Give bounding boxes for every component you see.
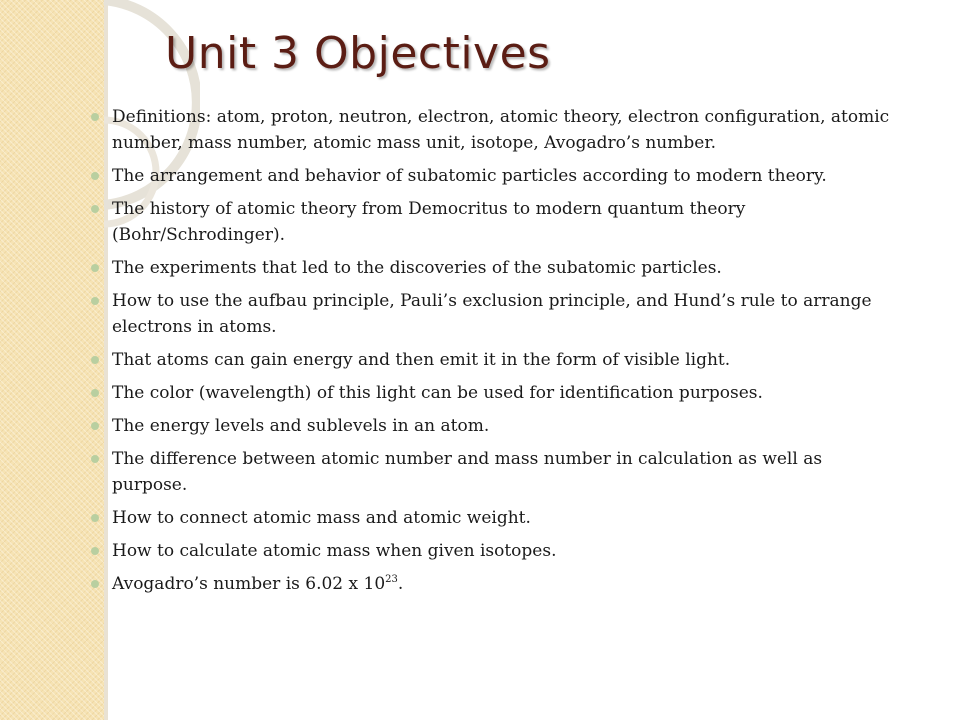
objective-item: [112, 380, 902, 406]
objective-text: How to calculate atomic mass when given isotopes.: [112, 541, 557, 561]
objective-item: [112, 446, 902, 498]
objective-item: [112, 196, 902, 248]
objective-text: Definitions: atom, proton, neutron, electron, atomic theory, electron configuration, atomic number, mass number, atomic mass unit, isotope, Avogadro’s number.: [112, 107, 890, 153]
slide-title: Unit 3 Objectives: [165, 28, 551, 79]
bullet-dot: [91, 297, 99, 305]
avogadro-exponent: 23: [385, 574, 398, 585]
objective-item: [112, 255, 902, 281]
objective-text: How to use the aufbau principle, Pauli’s exclusion principle, and Hund’s rule to arrange electrons in atoms.: [112, 291, 872, 337]
objective-text: That atoms can gain energy and then emit it in the form of visible light.: [112, 350, 731, 370]
objective-item: [112, 163, 902, 189]
objective-item: [112, 104, 902, 156]
objective-text: The experiments that led to the discoveries of the subatomic particles.: [112, 258, 722, 278]
objective-text: The history of atomic theory from Democritus to modern quantum theory (Bohr/Schrodinger).: [112, 199, 746, 245]
objective-item: [112, 347, 902, 373]
objective-text: The color (wavelength) of this light can be used for identification purposes.: [112, 383, 763, 403]
bullet-dot: [91, 172, 99, 180]
objective-item: [112, 413, 902, 439]
bullet-dot: [91, 264, 99, 272]
objective-item: [112, 538, 902, 564]
bullet-dot: [91, 455, 99, 463]
bullet-dot: [91, 580, 99, 588]
objective-item: [112, 505, 902, 531]
objectives-list: [112, 104, 902, 604]
objective-item: [112, 288, 902, 340]
bullet-dot: [91, 205, 99, 213]
bullet-dot: [91, 547, 99, 555]
bullet-dot: [91, 389, 99, 397]
bullet-dot: [91, 356, 99, 364]
objective-item-avogadro: [112, 571, 902, 597]
objective-text: How to connect atomic mass and atomic weight.: [112, 508, 531, 528]
objective-text: The energy levels and sublevels in an atom.: [112, 416, 490, 436]
bullet-dot: [91, 422, 99, 430]
bullet-dot: [91, 514, 99, 522]
objective-text: The arrangement and behavior of subatomic particles according to modern theory.: [112, 166, 827, 186]
bullet-dot: [91, 113, 99, 121]
objective-text: The difference between atomic number and mass number in calculation as well as purpose.: [112, 449, 823, 495]
avogadro-period: .: [397, 574, 404, 594]
avogadro-text: Avogadro’s number is 6.02 x 10: [112, 574, 386, 594]
